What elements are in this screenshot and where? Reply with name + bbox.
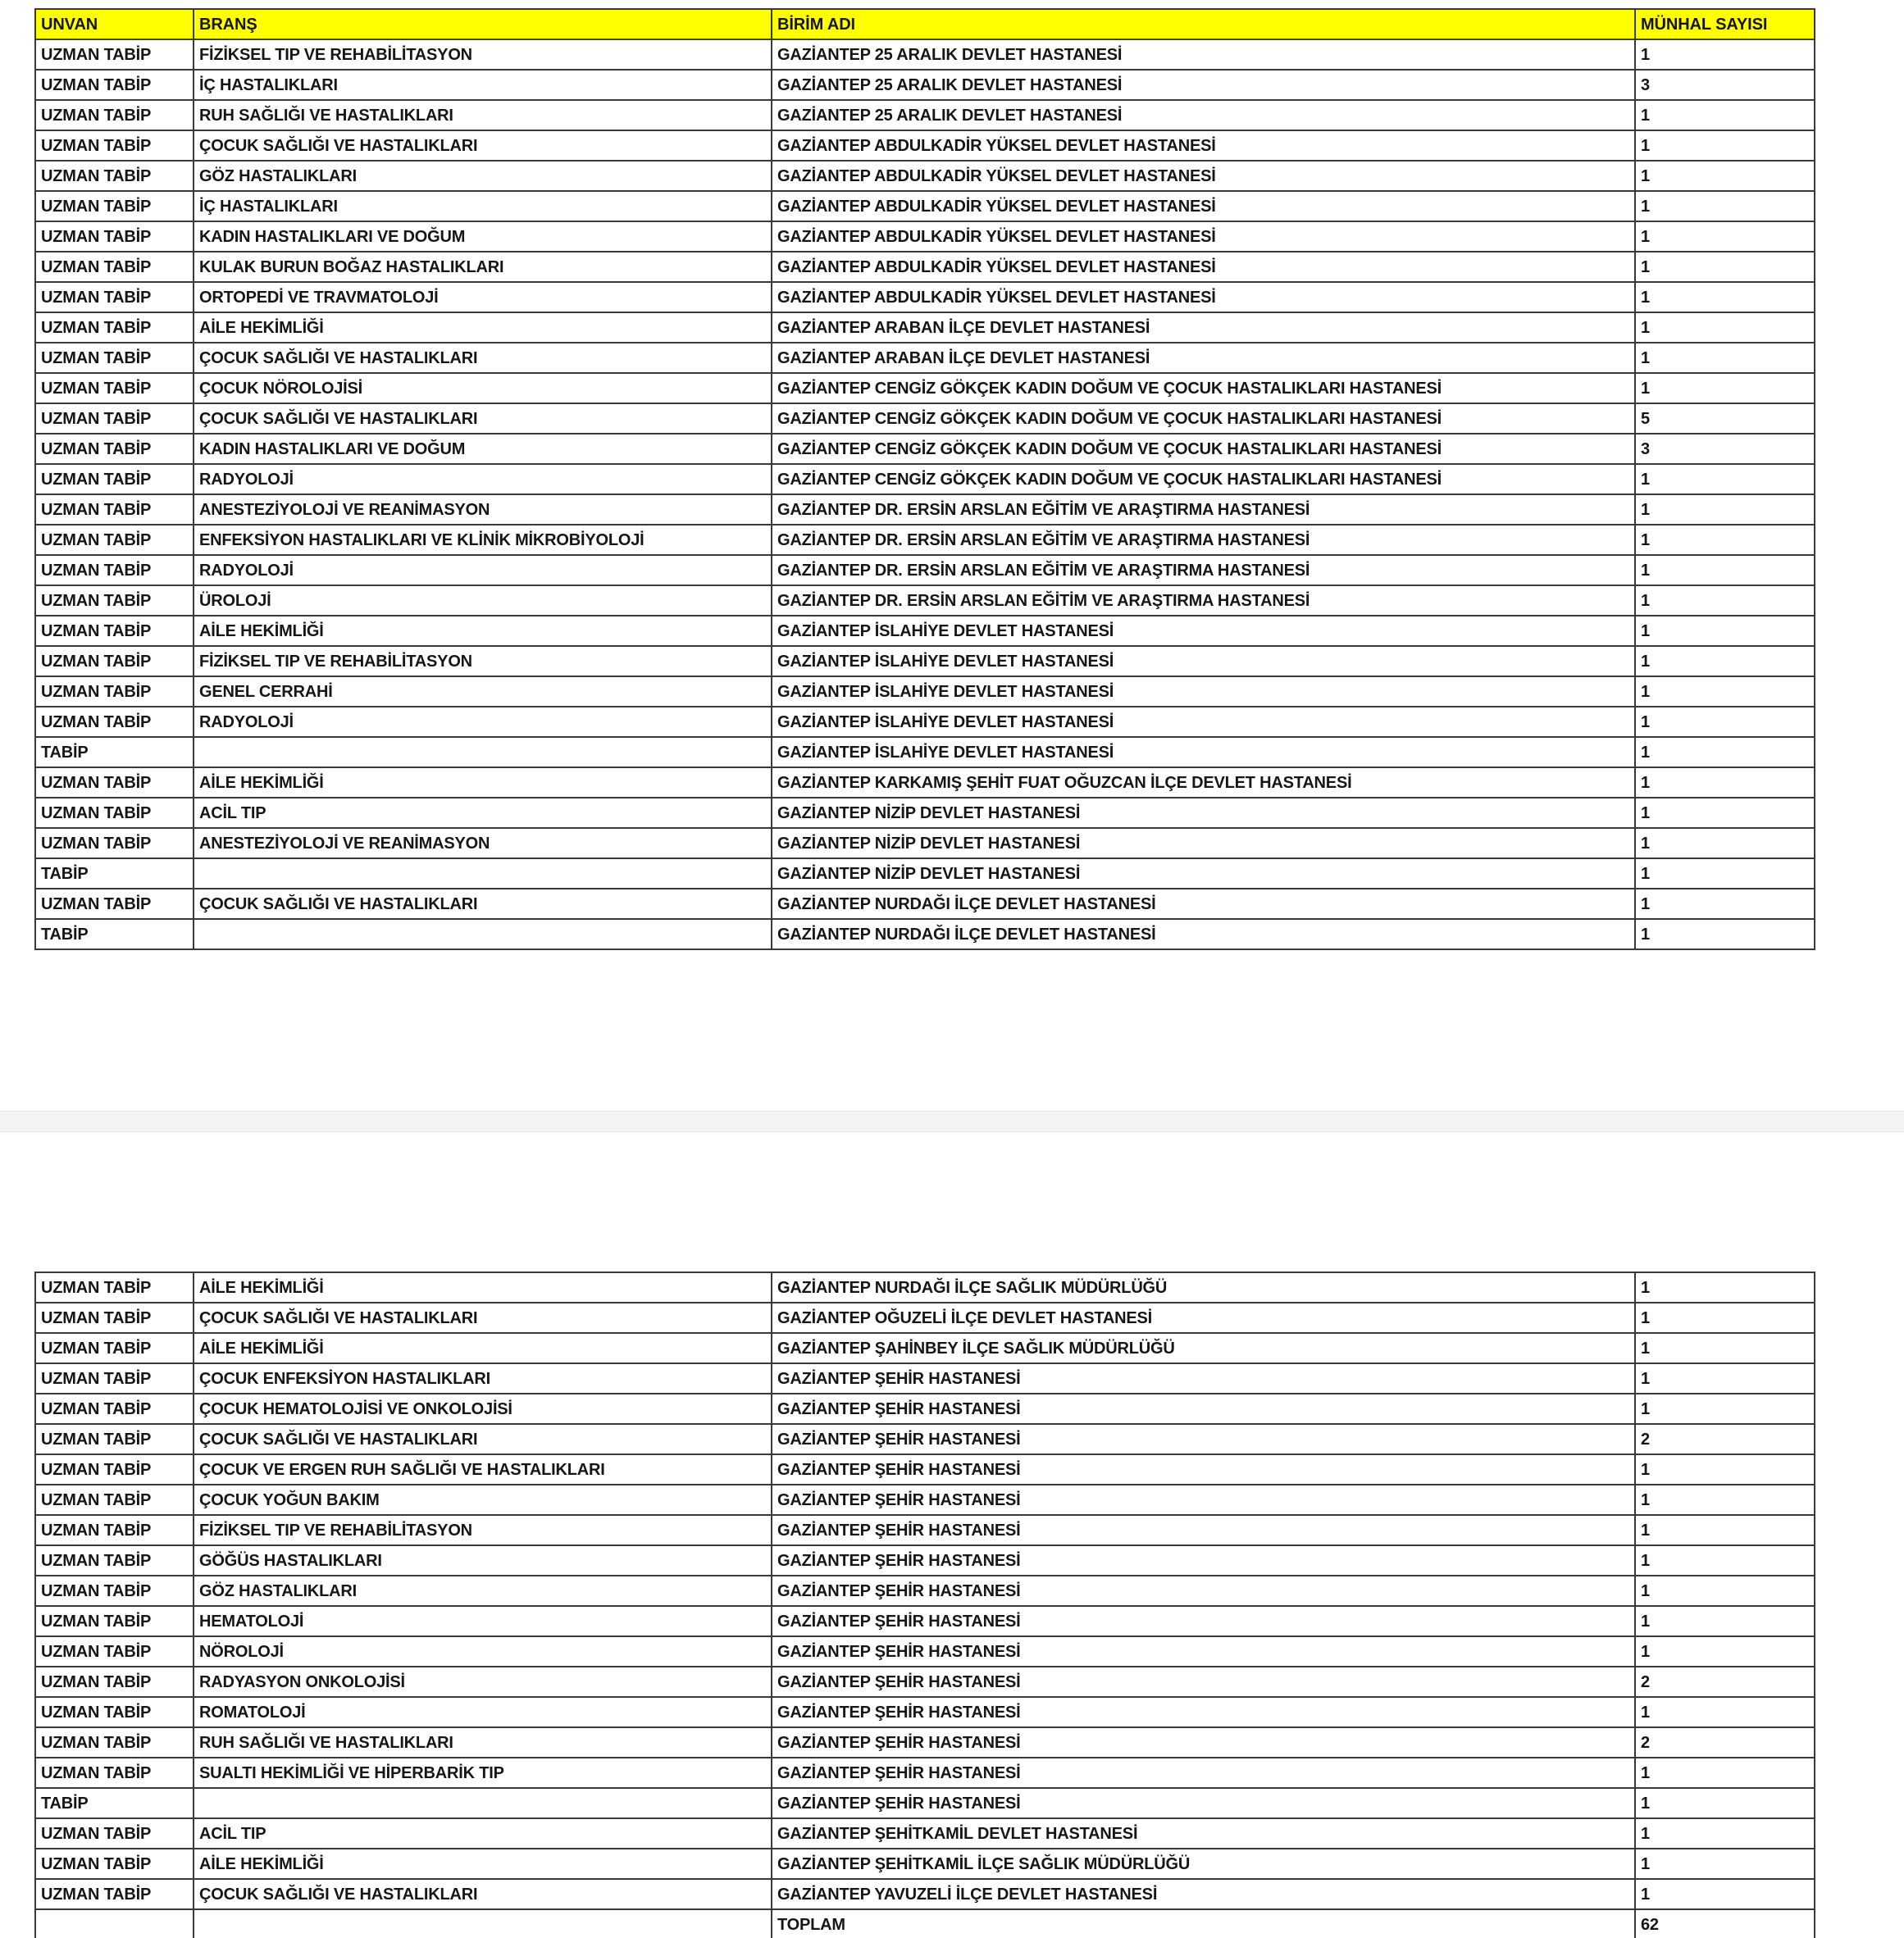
cell-unvan: UZMAN TABİP <box>35 1515 194 1545</box>
column-header-birim: BİRİM ADI <box>772 9 1635 39</box>
table-row <box>35 1606 1815 1636</box>
cell-unvan: UZMAN TABİP <box>35 1424 194 1454</box>
cell-brans: GENEL CERRAHİ <box>194 676 772 707</box>
cell-unvan: UZMAN TABİP <box>35 1576 194 1606</box>
cell-brans: GÖĞÜS HASTALIKLARI <box>194 1545 772 1576</box>
column-header-unvan: UNVAN <box>35 9 194 39</box>
total-row <box>35 1909 1815 1938</box>
cell-munhal: 1 <box>1635 919 1815 949</box>
cell-birim: GAZİANTEP ŞAHİNBEY İLÇE SAĞLIK MÜDÜRLÜĞÜ <box>772 1333 1635 1363</box>
cell-unvan: TABİP <box>35 858 194 889</box>
cell-unvan: TABİP <box>35 1788 194 1818</box>
table-row <box>35 1788 1815 1818</box>
table-footer <box>35 1909 1815 1938</box>
column-header-munhal: MÜNHAL SAYISI <box>1635 9 1815 39</box>
cell-birim: GAZİANTEP ŞEHİR HASTANESİ <box>772 1727 1635 1758</box>
table-row <box>35 403 1815 434</box>
cell-birim: GAZİANTEP OĞUZELİ İLÇE DEVLET HASTANESİ <box>772 1303 1635 1333</box>
table-row <box>35 1303 1815 1333</box>
table-row <box>35 252 1815 282</box>
cell-birim: GAZİANTEP ŞEHİR HASTANESİ <box>772 1576 1635 1606</box>
cell-munhal: 1 <box>1635 494 1815 525</box>
cell-brans: RADYOLOJİ <box>194 464 772 494</box>
cell-birim: GAZİANTEP DR. ERSİN ARSLAN EĞİTİM VE ARAŞTIRMA HASTANESİ <box>772 555 1635 585</box>
cell-munhal: 1 <box>1635 889 1815 919</box>
cell-unvan: UZMAN TABİP <box>35 161 194 191</box>
cell-munhal: 1 <box>1635 555 1815 585</box>
cell-munhal: 1 <box>1635 312 1815 343</box>
table-row <box>35 191 1815 221</box>
cell-brans: SUALTI HEKİMLİĞİ VE HİPERBARİK TIP <box>194 1758 772 1788</box>
cell-birim: GAZİANTEP ŞEHİR HASTANESİ <box>772 1515 1635 1545</box>
cell-brans: ÇOCUK NÖROLOJİSİ <box>194 373 772 403</box>
table-row <box>35 1394 1815 1424</box>
cell-brans: RUH SAĞLIĞI VE HASTALIKLARI <box>194 100 772 130</box>
table-row <box>35 494 1815 525</box>
vacancy-table-part-1 <box>34 8 1815 950</box>
cell-brans: ANESTEZİYOLOJİ VE REANİMASYON <box>194 828 772 858</box>
cell-unvan: UZMAN TABİP <box>35 889 194 919</box>
cell-birim: GAZİANTEP ŞEHİR HASTANESİ <box>772 1394 1635 1424</box>
table-row <box>35 616 1815 646</box>
cell-unvan: UZMAN TABİP <box>35 1667 194 1697</box>
cell-brans: ANESTEZİYOLOJİ VE REANİMASYON <box>194 494 772 525</box>
cell-munhal: 2 <box>1635 1424 1815 1454</box>
table-row <box>35 676 1815 707</box>
cell-brans: ÜROLOJİ <box>194 585 772 616</box>
table-row <box>35 343 1815 373</box>
cell-unvan: UZMAN TABİP <box>35 555 194 585</box>
cell-birim: GAZİANTEP ŞEHİR HASTANESİ <box>772 1606 1635 1636</box>
cell-munhal: 1 <box>1635 767 1815 798</box>
cell-birim: GAZİANTEP ŞEHİR HASTANESİ <box>772 1788 1635 1818</box>
cell-munhal: 1 <box>1635 1879 1815 1909</box>
cell-munhal: 1 <box>1635 1333 1815 1363</box>
cell-munhal: 2 <box>1635 1727 1815 1758</box>
cell-birim: GAZİANTEP ABDULKADİR YÜKSEL DEVLET HASTANESİ <box>772 161 1635 191</box>
cell-unvan: UZMAN TABİP <box>35 798 194 828</box>
cell-brans <box>194 858 772 889</box>
cell-munhal: 1 <box>1635 1515 1815 1545</box>
cell-birim: GAZİANTEP 25 ARALIK DEVLET HASTANESİ <box>772 70 1635 100</box>
cell-brans: ÇOCUK SAĞLIĞI VE HASTALIKLARI <box>194 403 772 434</box>
cell-birim: GAZİANTEP CENGİZ GÖKÇEK KADIN DOĞUM VE ÇOCUK HASTALIKLARI HASTANESİ <box>772 373 1635 403</box>
cell-munhal: 1 <box>1635 646 1815 676</box>
cell-munhal: 1 <box>1635 1818 1815 1849</box>
cell-unvan: UZMAN TABİP <box>35 221 194 252</box>
cell-brans: FİZİKSEL TIP VE REHABİLİTASYON <box>194 646 772 676</box>
cell-brans: FİZİKSEL TIP VE REHABİLİTASYON <box>194 1515 772 1545</box>
cell-birim: GAZİANTEP KARKAMIŞ ŞEHİT FUAT OĞUZCAN İLÇE DEVLET HASTANESİ <box>772 767 1635 798</box>
cell-brans <box>194 919 772 949</box>
cell-brans: AİLE HEKİMLİĞİ <box>194 1849 772 1879</box>
cell-munhal: 1 <box>1635 858 1815 889</box>
cell-brans: ÇOCUK SAĞLIĞI VE HASTALIKLARI <box>194 343 772 373</box>
cell-unvan: UZMAN TABİP <box>35 676 194 707</box>
cell-brans: ÇOCUK SAĞLIĞI VE HASTALIKLARI <box>194 1879 772 1909</box>
cell-unvan: UZMAN TABİP <box>35 525 194 555</box>
cell-unvan: UZMAN TABİP <box>35 1272 194 1303</box>
cell-brans: RADYOLOJİ <box>194 707 772 737</box>
cell-brans: RADYOLOJİ <box>194 555 772 585</box>
column-header-brans: BRANŞ <box>194 9 772 39</box>
table-row <box>35 737 1815 767</box>
cell-unvan: UZMAN TABİP <box>35 1697 194 1727</box>
table-row <box>35 1879 1815 1909</box>
cell-munhal: 1 <box>1635 1636 1815 1667</box>
table-row <box>35 1758 1815 1788</box>
cell-brans: AİLE HEKİMLİĞİ <box>194 1272 772 1303</box>
table-row <box>35 1849 1815 1879</box>
cell-birim: GAZİANTEP CENGİZ GÖKÇEK KADIN DOĞUM VE ÇOCUK HASTALIKLARI HASTANESİ <box>772 464 1635 494</box>
table-row <box>35 889 1815 919</box>
table-row <box>35 1727 1815 1758</box>
cell-brans: İÇ HASTALIKLARI <box>194 191 772 221</box>
cell-birim: GAZİANTEP NURDAĞI İLÇE DEVLET HASTANESİ <box>772 889 1635 919</box>
cell-munhal: 1 <box>1635 161 1815 191</box>
cell-munhal: 1 <box>1635 1849 1815 1879</box>
cell-munhal: 1 <box>1635 221 1815 252</box>
cell-unvan: UZMAN TABİP <box>35 707 194 737</box>
cell-birim: GAZİANTEP NİZİP DEVLET HASTANESİ <box>772 798 1635 828</box>
cell-unvan: UZMAN TABİP <box>35 1394 194 1424</box>
cell-brans: ÇOCUK YOĞUN BAKIM <box>194 1485 772 1515</box>
cell-munhal: 1 <box>1635 130 1815 161</box>
cell-unvan: UZMAN TABİP <box>35 1363 194 1394</box>
table-row <box>35 312 1815 343</box>
cell-birim: GAZİANTEP ŞEHİR HASTANESİ <box>772 1545 1635 1576</box>
cell-birim: GAZİANTEP İSLAHİYE DEVLET HASTANESİ <box>772 646 1635 676</box>
cell-birim: GAZİANTEP ŞEHİR HASTANESİ <box>772 1363 1635 1394</box>
cell-munhal: 3 <box>1635 70 1815 100</box>
cell-unvan: UZMAN TABİP <box>35 1606 194 1636</box>
cell-birim: GAZİANTEP İSLAHİYE DEVLET HASTANESİ <box>772 737 1635 767</box>
cell-unvan: TABİP <box>35 737 194 767</box>
table-row <box>35 39 1815 70</box>
cell-birim: GAZİANTEP NURDAĞI İLÇE DEVLET HASTANESİ <box>772 919 1635 949</box>
table-row <box>35 1636 1815 1667</box>
cell-munhal: 1 <box>1635 39 1815 70</box>
cell-birim: GAZİANTEP ABDULKADİR YÜKSEL DEVLET HASTANESİ <box>772 191 1635 221</box>
cell-unvan: UZMAN TABİP <box>35 130 194 161</box>
cell-munhal: 1 <box>1635 707 1815 737</box>
cell-brans: ORTOPEDİ VE TRAVMATOLOJİ <box>194 282 772 312</box>
cell-brans: ÇOCUK SAĞLIĞI VE HASTALIKLARI <box>194 1303 772 1333</box>
table-row <box>35 221 1815 252</box>
cell-birim: GAZİANTEP İSLAHİYE DEVLET HASTANESİ <box>772 676 1635 707</box>
cell-munhal: 5 <box>1635 403 1815 434</box>
cell-unvan: UZMAN TABİP <box>35 70 194 100</box>
cell-unvan: UZMAN TABİP <box>35 1818 194 1849</box>
cell-munhal: 1 <box>1635 373 1815 403</box>
cell-munhal: 1 <box>1635 1272 1815 1303</box>
cell-munhal: 1 <box>1635 1485 1815 1515</box>
table-row <box>35 1363 1815 1394</box>
cell-munhal: 1 <box>1635 828 1815 858</box>
cell-brans: ÇOCUK SAĞLIĞI VE HASTALIKLARI <box>194 130 772 161</box>
cell-birim: GAZİANTEP ŞEHİR HASTANESİ <box>772 1485 1635 1515</box>
cell-brans: HEMATOLOJİ <box>194 1606 772 1636</box>
cell-munhal: 1 <box>1635 1303 1815 1333</box>
vacancy-table-part-2 <box>34 1272 1815 1938</box>
cell-unvan: UZMAN TABİP <box>35 343 194 373</box>
cell-unvan: UZMAN TABİP <box>35 1636 194 1667</box>
cell-munhal: 1 <box>1635 343 1815 373</box>
cell-unvan: UZMAN TABİP <box>35 373 194 403</box>
table-row <box>35 919 1815 949</box>
cell-brans: AİLE HEKİMLİĞİ <box>194 616 772 646</box>
cell-unvan: UZMAN TABİP <box>35 1879 194 1909</box>
cell-birim: GAZİANTEP ŞEHİR HASTANESİ <box>772 1758 1635 1788</box>
table-row <box>35 100 1815 130</box>
cell-munhal: 1 <box>1635 1576 1815 1606</box>
cell-unvan: UZMAN TABİP <box>35 1727 194 1758</box>
cell-munhal: 1 <box>1635 1697 1815 1727</box>
cell-munhal: 1 <box>1635 798 1815 828</box>
cell-brans: ÇOCUK VE ERGEN RUH SAĞLIĞI VE HASTALIKLARI <box>194 1454 772 1485</box>
cell-birim: GAZİANTEP DR. ERSİN ARSLAN EĞİTİM VE ARAŞTIRMA HASTANESİ <box>772 494 1635 525</box>
cell-munhal: 1 <box>1635 676 1815 707</box>
cell-birim: GAZİANTEP ABDULKADİR YÜKSEL DEVLET HASTANESİ <box>772 282 1635 312</box>
cell-unvan: UZMAN TABİP <box>35 1758 194 1788</box>
cell-unvan: UZMAN TABİP <box>35 39 194 70</box>
table-row <box>35 130 1815 161</box>
cell-unvan: UZMAN TABİP <box>35 252 194 282</box>
cell-munhal: 2 <box>1635 1667 1815 1697</box>
cell-munhal: 1 <box>1635 191 1815 221</box>
cell-munhal: 1 <box>1635 1545 1815 1576</box>
cell-munhal: 1 <box>1635 1454 1815 1485</box>
cell-unvan: UZMAN TABİP <box>35 616 194 646</box>
table-body-part-2 <box>35 1272 1815 1909</box>
cell-birim: GAZİANTEP ŞEHİR HASTANESİ <box>772 1424 1635 1454</box>
table-body-part-1 <box>35 39 1815 949</box>
cell-brans: AİLE HEKİMLİĞİ <box>194 1333 772 1363</box>
cell-munhal: 1 <box>1635 464 1815 494</box>
cell-brans: ACİL TIP <box>194 798 772 828</box>
cell-unvan: UZMAN TABİP <box>35 100 194 130</box>
table-row <box>35 1576 1815 1606</box>
cell-unvan: UZMAN TABİP <box>35 1485 194 1515</box>
cell-munhal: 1 <box>1635 1758 1815 1788</box>
cell-birim: GAZİANTEP ARABAN İLÇE DEVLET HASTANESİ <box>772 312 1635 343</box>
cell-unvan: TABİP <box>35 919 194 949</box>
cell-munhal: 1 <box>1635 282 1815 312</box>
cell-brans <box>194 737 772 767</box>
total-value: 62 <box>1635 1909 1815 1938</box>
cell-munhal: 1 <box>1635 1606 1815 1636</box>
cell-birim: GAZİANTEP ŞEHİR HASTANESİ <box>772 1636 1635 1667</box>
cell-brans: KADIN HASTALIKLARI VE DOĞUM <box>194 434 772 464</box>
cell-unvan: UZMAN TABİP <box>35 1303 194 1333</box>
cell-birim: GAZİANTEP ABDULKADİR YÜKSEL DEVLET HASTANESİ <box>772 252 1635 282</box>
cell-birim: GAZİANTEP NURDAĞI İLÇE SAĞLIK MÜDÜRLÜĞÜ <box>772 1272 1635 1303</box>
cell-munhal: 1 <box>1635 585 1815 616</box>
cell-munhal: 1 <box>1635 737 1815 767</box>
cell-brans: ROMATOLOJİ <box>194 1697 772 1727</box>
table-row <box>35 161 1815 191</box>
cell-brans: AİLE HEKİMLİĞİ <box>194 767 772 798</box>
cell-brans: ÇOCUK SAĞLIĞI VE HASTALIKLARI <box>194 889 772 919</box>
cell-birim: GAZİANTEP DR. ERSİN ARSLAN EĞİTİM VE ARAŞTIRMA HASTANESİ <box>772 585 1635 616</box>
cell-munhal: 1 <box>1635 1394 1815 1424</box>
cell-birim: GAZİANTEP ŞEHİTKAMİL İLÇE SAĞLIK MÜDÜRLÜĞÜ <box>772 1849 1635 1879</box>
table-row <box>35 1697 1815 1727</box>
cell-birim: GAZİANTEP CENGİZ GÖKÇEK KADIN DOĞUM VE ÇOCUK HASTALIKLARI HASTANESİ <box>772 403 1635 434</box>
total-spacer-unvan <box>35 1909 194 1938</box>
cell-brans: KULAK BURUN BOĞAZ HASTALIKLARI <box>194 252 772 282</box>
cell-unvan: UZMAN TABİP <box>35 494 194 525</box>
table-row <box>35 525 1815 555</box>
cell-brans: FİZİKSEL TIP VE REHABİLİTASYON <box>194 39 772 70</box>
cell-brans: GÖZ HASTALIKLARI <box>194 161 772 191</box>
cell-brans: GÖZ HASTALIKLARI <box>194 1576 772 1606</box>
table-row <box>35 555 1815 585</box>
table-row <box>35 828 1815 858</box>
cell-brans: ÇOCUK SAĞLIĞI VE HASTALIKLARI <box>194 1424 772 1454</box>
cell-munhal: 1 <box>1635 1788 1815 1818</box>
table-row <box>35 1818 1815 1849</box>
table-row <box>35 1545 1815 1576</box>
cell-birim: GAZİANTEP NİZİP DEVLET HASTANESİ <box>772 858 1635 889</box>
cell-unvan: UZMAN TABİP <box>35 828 194 858</box>
table-row <box>35 1485 1815 1515</box>
cell-brans: ENFEKSİYON HASTALIKLARI VE KLİNİK MİKROBİYOLOJİ <box>194 525 772 555</box>
cell-birim: GAZİANTEP İSLAHİYE DEVLET HASTANESİ <box>772 616 1635 646</box>
cell-unvan: UZMAN TABİP <box>35 434 194 464</box>
table-row <box>35 1515 1815 1545</box>
table-row <box>35 1272 1815 1303</box>
cell-brans: NÖROLOJİ <box>194 1636 772 1667</box>
cell-unvan: UZMAN TABİP <box>35 312 194 343</box>
cell-brans: RUH SAĞLIĞI VE HASTALIKLARI <box>194 1727 772 1758</box>
table-row <box>35 1667 1815 1697</box>
table-row <box>35 707 1815 737</box>
cell-brans <box>194 1788 772 1818</box>
table-row <box>35 434 1815 464</box>
cell-unvan: UZMAN TABİP <box>35 646 194 676</box>
cell-brans: KADIN HASTALIKLARI VE DOĞUM <box>194 221 772 252</box>
table-row <box>35 1333 1815 1363</box>
cell-birim: GAZİANTEP ABDULKADİR YÜKSEL DEVLET HASTANESİ <box>772 221 1635 252</box>
cell-munhal: 1 <box>1635 1363 1815 1394</box>
cell-birim: GAZİANTEP ARABAN İLÇE DEVLET HASTANESİ <box>772 343 1635 373</box>
table-row <box>35 858 1815 889</box>
table-row <box>35 1424 1815 1454</box>
cell-birim: GAZİANTEP CENGİZ GÖKÇEK KADIN DOĞUM VE ÇOCUK HASTALIKLARI HASTANESİ <box>772 434 1635 464</box>
table-row <box>35 798 1815 828</box>
cell-munhal: 1 <box>1635 252 1815 282</box>
cell-birim: GAZİANTEP NİZİP DEVLET HASTANESİ <box>772 828 1635 858</box>
table-row <box>35 373 1815 403</box>
table-row <box>35 70 1815 100</box>
cell-unvan: UZMAN TABİP <box>35 585 194 616</box>
cell-birim: GAZİANTEP DR. ERSİN ARSLAN EĞİTİM VE ARAŞTIRMA HASTANESİ <box>772 525 1635 555</box>
cell-unvan: UZMAN TABİP <box>35 191 194 221</box>
cell-unvan: UZMAN TABİP <box>35 464 194 494</box>
cell-unvan: UZMAN TABİP <box>35 767 194 798</box>
table-row <box>35 282 1815 312</box>
table-row <box>35 1454 1815 1485</box>
cell-birim: GAZİANTEP 25 ARALIK DEVLET HASTANESİ <box>772 100 1635 130</box>
cell-brans: RADYASYON ONKOLOJİSİ <box>194 1667 772 1697</box>
cell-birim: GAZİANTEP 25 ARALIK DEVLET HASTANESİ <box>772 39 1635 70</box>
cell-unvan: UZMAN TABİP <box>35 1849 194 1879</box>
cell-brans: ÇOCUK ENFEKSİYON HASTALIKLARI <box>194 1363 772 1394</box>
cell-unvan: UZMAN TABİP <box>35 1333 194 1363</box>
cell-munhal: 1 <box>1635 616 1815 646</box>
cell-birim: GAZİANTEP ABDULKADİR YÜKSEL DEVLET HASTANESİ <box>772 130 1635 161</box>
cell-birim: GAZİANTEP YAVUZELİ İLÇE DEVLET HASTANESİ <box>772 1879 1635 1909</box>
cell-unvan: UZMAN TABİP <box>35 1545 194 1576</box>
cell-birim: GAZİANTEP ŞEHİTKAMİL DEVLET HASTANESİ <box>772 1818 1635 1849</box>
cell-munhal: 1 <box>1635 525 1815 555</box>
cell-brans: İÇ HASTALIKLARI <box>194 70 772 100</box>
cell-unvan: UZMAN TABİP <box>35 1454 194 1485</box>
cell-birim: GAZİANTEP İSLAHİYE DEVLET HASTANESİ <box>772 707 1635 737</box>
table-row <box>35 464 1815 494</box>
cell-birim: GAZİANTEP ŞEHİR HASTANESİ <box>772 1667 1635 1697</box>
cell-brans: ACİL TIP <box>194 1818 772 1849</box>
cell-birim: GAZİANTEP ŞEHİR HASTANESİ <box>772 1454 1635 1485</box>
cell-brans: ÇOCUK HEMATOLOJİSİ VE ONKOLOJİSİ <box>194 1394 772 1424</box>
total-label: TOPLAM <box>772 1909 1635 1938</box>
cell-unvan: UZMAN TABİP <box>35 282 194 312</box>
cell-unvan: UZMAN TABİP <box>35 403 194 434</box>
table-header-row <box>35 9 1815 39</box>
table-row <box>35 585 1815 616</box>
total-spacer-brans <box>194 1909 772 1938</box>
table-row <box>35 646 1815 676</box>
cell-brans: AİLE HEKİMLİĞİ <box>194 312 772 343</box>
cell-munhal: 3 <box>1635 434 1815 464</box>
cell-birim: GAZİANTEP ŞEHİR HASTANESİ <box>772 1697 1635 1727</box>
cell-munhal: 1 <box>1635 100 1815 130</box>
page-break-band <box>0 1111 1904 1132</box>
table-row <box>35 767 1815 798</box>
